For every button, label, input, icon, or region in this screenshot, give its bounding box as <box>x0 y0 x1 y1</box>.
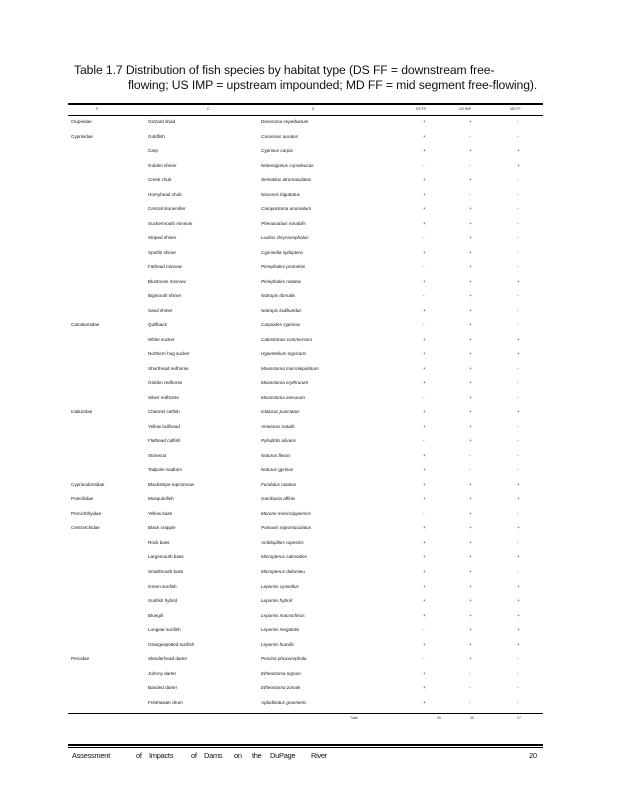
footer-word: Assessment <box>72 751 110 760</box>
us-imp-cell: + <box>469 641 472 647</box>
scientific-name-cell: Lepomis macrochirus <box>261 612 305 618</box>
table-row <box>68 393 543 408</box>
scientific-name-cell: Cyprinus carpio <box>261 148 293 154</box>
header-ds: DS FF <box>416 107 427 111</box>
md-ff-cell: - <box>517 423 519 429</box>
table-row <box>68 132 543 147</box>
ds-ff-cell: - <box>423 438 425 444</box>
total-us: 35 <box>470 716 474 720</box>
us-imp-cell: + <box>469 177 472 183</box>
us-imp-cell: + <box>469 656 472 662</box>
md-ff-cell: - <box>517 264 519 270</box>
family-cell: Cyprinodontidae <box>71 481 105 487</box>
common-name-cell: Longear sunfish <box>148 627 181 633</box>
scientific-name-cell: Ictalurus punctatus <box>261 409 300 415</box>
scientific-name-cell: Etheostoma nigrum <box>261 670 301 676</box>
common-name-cell: Banded darter <box>148 685 178 691</box>
family-cell: Poeciliidae <box>71 496 94 502</box>
common-name-cell: Black crappie <box>148 525 176 531</box>
md-ff-cell: - <box>517 452 519 458</box>
md-ff-cell: - <box>517 133 519 139</box>
family-cell: Centrarchidae <box>71 525 100 531</box>
ds-ff-cell: - <box>423 235 425 241</box>
table-row <box>68 422 543 437</box>
ds-ff-cell: + <box>423 351 426 357</box>
us-imp-cell: + <box>469 380 472 386</box>
ds-ff-cell: + <box>423 641 426 647</box>
us-imp-cell: + <box>469 627 472 633</box>
md-ff-cell: + <box>517 351 520 357</box>
scientific-name-cell: Catostomus commersoni <box>261 336 312 342</box>
top-rule <box>68 103 543 105</box>
md-ff-cell: - <box>517 365 519 371</box>
md-ff-cell: + <box>517 148 520 154</box>
table-row <box>68 480 543 495</box>
common-name-cell: Smallmouth bass <box>148 568 184 574</box>
common-name-cell: Silver redhorse <box>148 394 179 400</box>
table-row <box>68 306 543 321</box>
common-name-cell: Sand shiner <box>148 307 173 313</box>
table-row <box>68 654 543 669</box>
footer-word: Impacts <box>149 751 174 760</box>
us-imp-cell: + <box>469 148 472 154</box>
scientific-name-cell: Carassius auratus <box>261 133 299 139</box>
common-name-cell: Carp <box>148 148 158 154</box>
caption-line-2: flowing; US IMP = upstream impounded; MD FF = mid segment free-flowing). <box>128 78 538 92</box>
us-imp-cell: + <box>469 278 472 284</box>
scientific-name-cell: Moxostoma erythrurum <box>261 380 309 386</box>
footer-word: Dams <box>204 751 223 760</box>
md-ff-cell: - <box>517 380 519 386</box>
ds-ff-cell: + <box>423 539 426 545</box>
ds-ff-cell: + <box>423 670 426 676</box>
us-imp-cell: + <box>469 336 472 342</box>
ds-ff-cell: + <box>423 220 426 226</box>
md-ff-cell: + <box>517 278 520 284</box>
ds-ff-cell: + <box>423 409 426 415</box>
us-imp-cell: - <box>469 133 471 139</box>
md-ff-cell: + <box>517 583 520 589</box>
ds-ff-cell: - <box>423 394 425 400</box>
scientific-name-cell: Dorosoma cepedianum <box>261 119 309 124</box>
footer-rule-2 <box>68 747 543 748</box>
md-ff-cell: - <box>517 685 519 691</box>
common-name-cell: Northern hog sucker <box>148 351 190 357</box>
common-name-cell: Creek chub <box>148 177 172 183</box>
common-name-cell: Bigmouth shiner <box>148 293 182 299</box>
md-ff-cell: - <box>517 293 519 299</box>
us-imp-cell: - <box>469 670 471 676</box>
common-name-cell: Tadpole madtom <box>148 467 182 473</box>
common-name-cell: Suckermouth minnow <box>148 220 193 226</box>
common-name-cell: Green sunfish <box>148 583 177 589</box>
common-name-cell: Spotfin shiner <box>148 249 177 255</box>
scientific-name-cell: Lepomis humilis <box>261 641 294 647</box>
us-imp-cell: + <box>469 554 472 560</box>
ds-ff-cell: + <box>423 177 426 183</box>
scientific-name-cell: Phenacobius mirabilis <box>261 220 306 226</box>
us-imp-cell: + <box>469 249 472 255</box>
us-imp-cell: - <box>469 452 471 458</box>
scientific-name-cell: Carpiodes cyprinus <box>261 322 301 328</box>
md-ff-cell: - <box>517 438 519 444</box>
ds-ff-cell: + <box>423 423 426 429</box>
us-imp-cell: + <box>469 438 472 444</box>
common-name-cell: Golden redhorse <box>148 380 183 386</box>
ds-ff-cell: + <box>423 336 426 342</box>
ds-ff-cell: + <box>423 568 426 574</box>
md-ff-cell: - <box>517 119 519 124</box>
table-row <box>68 378 543 393</box>
md-ff-cell: + <box>517 641 520 647</box>
scientific-name-cell: Notemigonus crysoleucas <box>261 162 314 168</box>
us-imp-cell: + <box>469 539 472 545</box>
md-ff-cell: - <box>517 307 519 313</box>
us-imp-cell: + <box>469 423 472 429</box>
table-row <box>68 509 543 524</box>
us-imp-cell: + <box>469 235 472 241</box>
md-ff-cell: + <box>517 496 520 502</box>
header-us: US IMP <box>459 107 472 111</box>
table-row <box>68 567 543 582</box>
table-row <box>68 407 543 422</box>
table-row <box>68 523 543 538</box>
table-row <box>68 349 543 364</box>
ds-ff-cell: + <box>423 206 426 212</box>
table-row <box>68 698 543 713</box>
common-name-cell: Golden shiner <box>148 162 177 168</box>
header-rule <box>68 115 543 116</box>
us-imp-cell: + <box>469 264 472 270</box>
us-imp-cell: + <box>469 394 472 400</box>
common-name-cell: Bluntnose minnow <box>148 278 186 284</box>
scientific-name-cell: Ambloplites rupestris <box>261 539 304 545</box>
scientific-name-cell: Lepomis megalotis <box>261 627 300 633</box>
table-row <box>68 364 543 379</box>
footer-word: DuPage <box>270 751 296 760</box>
md-ff-cell: - <box>517 699 519 705</box>
md-ff-cell: - <box>517 568 519 574</box>
family-cell: Percichthyidae <box>71 510 102 516</box>
ds-ff-cell: + <box>423 119 426 124</box>
common-name-cell: Shorthead redhorse <box>148 365 189 371</box>
common-name-cell: Mosquitofish <box>148 496 174 502</box>
footer-rule-1 <box>68 744 543 746</box>
table-row <box>68 625 543 640</box>
common-name-cell: Goldfish <box>148 133 165 139</box>
page-number: 20 <box>529 751 537 760</box>
scientific-name-cell: Notropis dorsalis <box>261 293 296 299</box>
table-row <box>68 465 543 480</box>
footer-word: River <box>311 751 328 760</box>
family-cell: Clupeidae <box>71 119 92 124</box>
scientific-name-cell: Gambusia affinis <box>261 496 296 502</box>
ds-ff-cell: + <box>423 133 426 139</box>
scientific-name-cell: Notropis ludibundus <box>261 307 302 313</box>
ds-ff-cell: + <box>423 598 426 604</box>
scientific-name-cell: Micropterus salmoides <box>261 554 307 560</box>
md-ff-cell: - <box>517 206 519 212</box>
footer-word: of <box>191 751 197 760</box>
scientific-name-cell: Aplodinotus grunniens <box>261 699 307 705</box>
md-ff-cell: - <box>517 394 519 400</box>
bottom-rule <box>68 713 543 714</box>
table-row <box>68 190 543 205</box>
common-name-cell: Sunfish hybrid <box>148 598 178 604</box>
table-row <box>68 277 543 292</box>
family-cell: Cyprinidae <box>71 133 93 139</box>
md-ff-cell: + <box>517 409 520 415</box>
scientific-name-cell: Moxostoma anisurum <box>261 394 305 400</box>
footer-word: on <box>234 751 242 760</box>
common-name-cell: Rock bass <box>148 539 170 545</box>
us-imp-cell: - <box>469 699 471 705</box>
common-name-cell: Freshwater drum <box>148 699 183 705</box>
us-imp-cell: + <box>469 351 472 357</box>
scientific-name-cell: Pomoxis nigromaculatus <box>261 525 312 531</box>
table-row <box>68 436 543 451</box>
scientific-name-cell: Nocomis biguttatus <box>261 191 301 197</box>
us-imp-cell: - <box>469 162 471 168</box>
ds-ff-cell: - <box>423 510 425 516</box>
ds-ff-cell: + <box>423 612 426 618</box>
md-ff-cell: - <box>517 191 519 197</box>
md-ff-cell: - <box>517 510 519 516</box>
md-ff-cell: - <box>517 249 519 255</box>
us-imp-cell: + <box>469 612 472 618</box>
family-cell: Catostomidae <box>71 322 100 328</box>
md-ff-cell: + <box>517 525 520 531</box>
ds-ff-cell: + <box>423 278 426 284</box>
table-row <box>68 451 543 466</box>
table-row <box>68 262 543 277</box>
us-imp-cell: + <box>469 307 472 313</box>
family-cell: Percidae <box>71 656 90 662</box>
md-ff-cell: - <box>517 467 519 473</box>
us-imp-cell: + <box>469 496 472 502</box>
scientific-name-cell: Etheostoma zonale <box>261 685 301 691</box>
header-common: C <box>207 107 210 111</box>
md-ff-cell: + <box>517 162 520 168</box>
table-row <box>68 538 543 553</box>
scientific-name-cell: Hypentelium nigricans <box>261 351 307 357</box>
species-table <box>68 117 543 712</box>
common-name-cell: Yellow bass <box>148 510 173 516</box>
ds-ff-cell: + <box>423 554 426 560</box>
us-imp-cell: - <box>469 467 471 473</box>
common-name-cell: Flathead catfish <box>148 438 181 444</box>
md-ff-cell: + <box>517 627 520 633</box>
us-imp-cell: - <box>469 191 471 197</box>
table-row <box>68 683 543 698</box>
us-imp-cell: + <box>469 525 472 531</box>
scientific-name-cell: Pimephales notatus <box>261 278 302 284</box>
scientific-name-cell: Noturus gyrinus <box>261 467 294 473</box>
ds-ff-cell: + <box>423 525 426 531</box>
common-name-cell: Yellow bullhead <box>148 423 180 429</box>
ds-ff-cell: + <box>423 307 426 313</box>
us-imp-cell: + <box>469 365 472 371</box>
ds-ff-cell: + <box>423 365 426 371</box>
ds-ff-cell: + <box>423 699 426 705</box>
md-ff-cell: + <box>517 481 520 487</box>
us-imp-cell: + <box>469 510 472 516</box>
table-row <box>68 204 543 219</box>
total-md: 17 <box>517 716 521 720</box>
table-row <box>68 291 543 306</box>
ds-ff-cell: + <box>423 452 426 458</box>
common-name-cell: Hornyhead chub <box>148 191 182 197</box>
ds-ff-cell: - <box>423 162 425 168</box>
table-row <box>68 640 543 655</box>
table-caption <box>74 63 554 93</box>
table-row <box>68 117 543 132</box>
table-row <box>68 248 543 263</box>
header-family: F <box>96 107 99 111</box>
ds-ff-cell: + <box>423 249 426 255</box>
us-imp-cell: + <box>469 409 472 415</box>
us-imp-cell: + <box>469 568 472 574</box>
md-ff-cell: + <box>517 336 520 342</box>
common-name-cell: Slenderhead darter <box>148 656 188 662</box>
table-row <box>68 494 543 509</box>
scientific-name-cell: Lepomis cyanellus <box>261 583 299 589</box>
table-row <box>68 146 543 161</box>
ds-ff-cell: + <box>423 583 426 589</box>
ds-ff-cell: + <box>423 685 426 691</box>
us-imp-cell: + <box>469 206 472 212</box>
total-label: Total <box>350 716 358 720</box>
md-ff-cell: + <box>517 612 520 618</box>
common-name-cell: Blackstripe topminnow <box>148 481 194 487</box>
common-name-cell: Johnny darter <box>148 670 177 676</box>
common-name-cell: Channel catfish <box>148 409 180 415</box>
us-imp-cell: + <box>469 583 472 589</box>
table-row <box>68 596 543 611</box>
us-imp-cell: + <box>469 322 472 328</box>
scientific-name-cell: Fundulus notatus <box>261 481 297 487</box>
us-imp-cell: + <box>469 119 472 124</box>
scientific-name-cell: Cyprinella spiloptera <box>261 249 303 255</box>
common-name-cell: Fathead minnow <box>148 264 182 270</box>
common-name-cell: Orangespotted sunfish <box>148 641 195 647</box>
md-ff-cell: - <box>517 539 519 545</box>
ds-ff-cell: + <box>423 148 426 154</box>
header-scientific: S <box>312 107 315 111</box>
scientific-name-cell: Lepomis hybrid <box>261 598 293 604</box>
md-ff-cell: - <box>517 220 519 226</box>
footer-word: of <box>136 751 142 760</box>
ds-ff-cell: + <box>423 380 426 386</box>
md-ff-cell: - <box>517 656 519 662</box>
us-imp-cell: - <box>469 685 471 691</box>
family-cell: Ictaluridae <box>71 409 93 415</box>
table-row <box>68 219 543 234</box>
us-imp-cell: + <box>469 293 472 299</box>
md-ff-cell: - <box>517 235 519 241</box>
ds-ff-cell: + <box>423 496 426 502</box>
table-row <box>68 161 543 176</box>
ds-ff-cell: + <box>423 467 426 473</box>
scientific-name-cell: Luxilus chrysocephalus <box>261 235 309 241</box>
ds-ff-cell: - <box>423 264 425 270</box>
header-md: MD FF <box>510 107 521 111</box>
scientific-name-cell: Percina phoxocephala <box>261 656 307 662</box>
scientific-name-cell: Morone mississippiensis <box>261 510 311 516</box>
md-ff-cell: + <box>517 598 520 604</box>
caption-line-1: Table 1.7 Distribution of fish species by habitat type (DS FF = downstream free- <box>74 63 495 77</box>
md-ff-cell: + <box>517 554 520 560</box>
md-ff-cell: - <box>517 322 519 328</box>
table-row <box>68 233 543 248</box>
us-imp-cell: + <box>469 481 472 487</box>
scientific-name-cell: Pylodictis olivaris <box>261 438 296 444</box>
scientific-name-cell: Micropterus dolomieu <box>261 568 305 574</box>
page-footer <box>72 751 540 765</box>
common-name-cell: Central stoneroller <box>148 206 186 212</box>
table-row <box>68 320 543 335</box>
table-row <box>68 611 543 626</box>
scientific-name-cell: Moxostoma macrolepidotum <box>261 365 319 371</box>
scientific-name-cell: Semotilus atromaculatus <box>261 177 312 183</box>
total-ds: 30 <box>437 716 441 720</box>
table-row <box>68 335 543 350</box>
footer-word: the <box>252 751 262 760</box>
scientific-name-cell: Pimephales promelas <box>261 264 306 270</box>
table-row <box>68 552 543 567</box>
scientific-name-cell: Ameiurus natalis <box>261 423 295 429</box>
common-name-cell: Striped shiner <box>148 235 177 241</box>
us-imp-cell: + <box>469 598 472 604</box>
common-name-cell: Bluegill <box>148 612 163 618</box>
ds-ff-cell: - <box>423 627 425 633</box>
ds-ff-cell: + <box>423 481 426 487</box>
md-ff-cell: - <box>517 177 519 183</box>
common-name-cell: Stonecat <box>148 452 167 458</box>
ds-ff-cell: - <box>423 656 425 662</box>
common-name-cell: White sucker <box>148 336 175 342</box>
ds-ff-cell: - <box>423 322 425 328</box>
common-name-cell: Gizzard shad <box>148 119 176 124</box>
table-row <box>68 582 543 597</box>
md-ff-cell: - <box>517 670 519 676</box>
scientific-name-cell: Noturus flavus <box>261 452 291 458</box>
common-name-cell: Largemouth bass <box>148 554 184 560</box>
ds-ff-cell: + <box>423 191 426 197</box>
table-row <box>68 175 543 190</box>
ds-ff-cell: - <box>423 293 425 299</box>
table-row <box>68 669 543 684</box>
us-imp-cell: + <box>469 220 472 226</box>
common-name-cell: Quillback <box>148 322 167 328</box>
scientific-name-cell: Campostoma anomalum <box>261 206 312 212</box>
